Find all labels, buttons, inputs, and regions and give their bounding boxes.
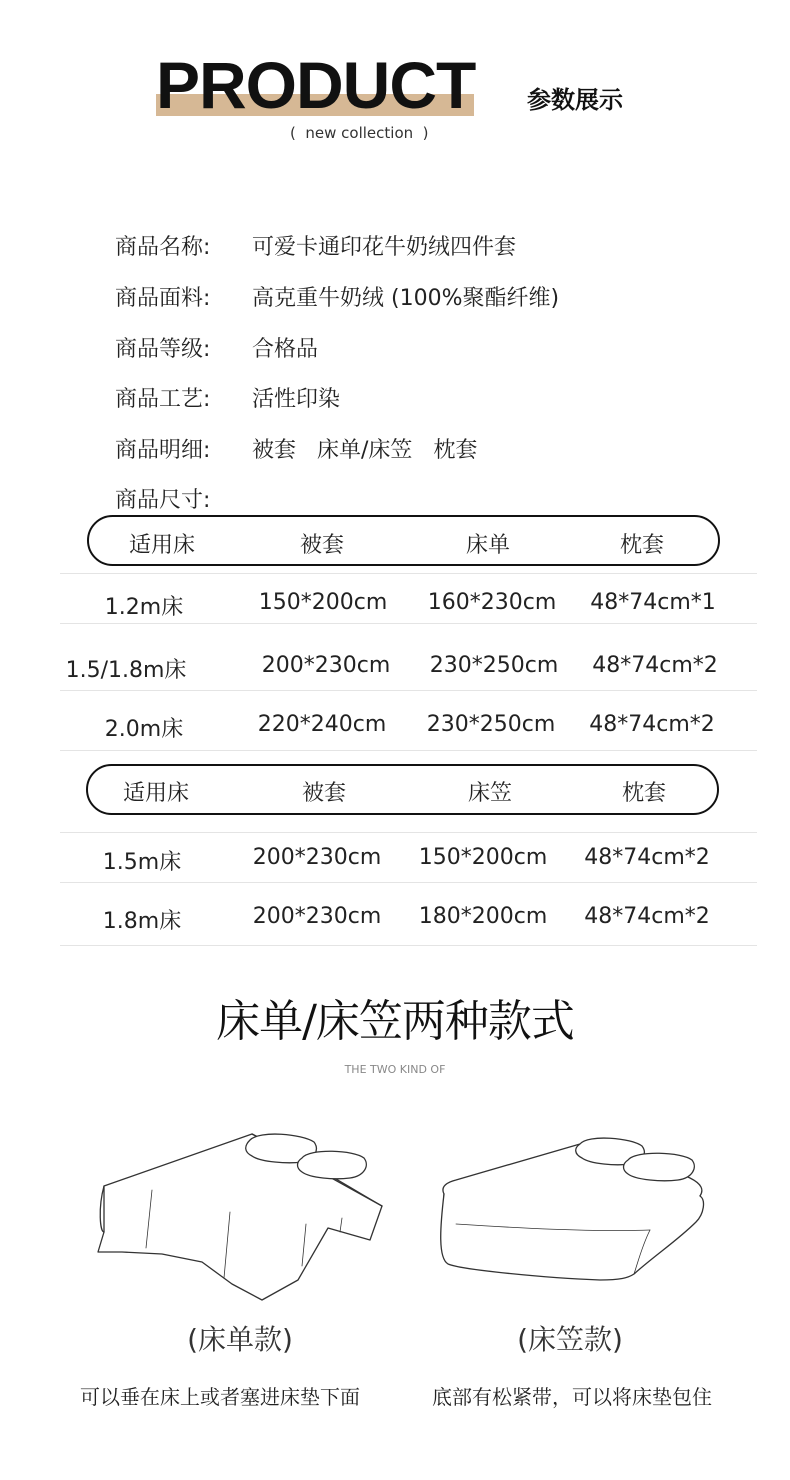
flat-sheet-style-desc: 可以垂在床上或者塞进床垫下面: [80, 1385, 360, 1409]
table2-cell: 1.5m床: [102, 850, 182, 875]
table1-cell: 220*240cm: [257, 712, 387, 737]
page-title: PRODUCT: [156, 48, 476, 122]
table2-cell: 1.8m床: [102, 909, 182, 934]
table-divider: [60, 882, 757, 883]
table-divider: [60, 750, 757, 751]
info-label: 商品名称:: [115, 235, 211, 260]
table1-cell: 230*250cm: [426, 712, 556, 737]
table-divider: [60, 623, 757, 624]
info-row-details: [101, 408, 477, 464]
table1-cell: 48*74cm*2: [592, 653, 718, 678]
table-divider: [60, 832, 757, 833]
table2-cell: 150*200cm: [418, 845, 548, 870]
info-label: 商品等级:: [115, 337, 211, 362]
table2-header-cell: 枕套: [621, 781, 666, 806]
table-divider: [60, 573, 757, 574]
info-label: 商品明细:: [115, 438, 211, 463]
table2-header-cell: 适用床: [122, 781, 189, 806]
fitted-sheet-style-name: (床笠款): [517, 1323, 623, 1356]
table2-cell: 200*230cm: [252, 845, 382, 870]
table1-cell: 150*200cm: [258, 590, 388, 615]
table1-cell: 1.5/1.8m床: [65, 658, 187, 683]
info-value: 合格品: [252, 337, 319, 362]
table1-cell: 200*230cm: [261, 653, 391, 678]
info-row-grade: [101, 307, 318, 363]
fitted-sheet-style-desc: 底部有松紧带，可以将床垫包住: [432, 1385, 712, 1409]
table-divider: [60, 945, 757, 946]
table2-cell: 180*200cm: [418, 904, 548, 929]
info-label: 商品尺寸:: [115, 488, 211, 513]
table2-cell: 48*74cm*2: [584, 904, 710, 929]
info-value: 高克重牛奶绒 (100%聚酯纤维): [252, 286, 560, 311]
info-row-fabric: [101, 256, 559, 312]
table1-cell: 1.2m床: [104, 595, 184, 620]
table1-cell: 2.0m床: [104, 717, 184, 742]
table1-cell: 48*74cm*1: [590, 590, 716, 615]
table2-cell: 48*74cm*2: [584, 845, 710, 870]
table2-header-cell: 被套: [301, 781, 346, 806]
info-row-size: [101, 458, 252, 514]
info-value: 可爱卡通印花牛奶绒四件套: [252, 235, 517, 260]
info-value: 活性印染: [252, 387, 341, 412]
table2-header-cell: 床笠: [467, 781, 512, 806]
flat-sheet-bed-icon: [92, 1128, 392, 1308]
table1-header-cell: 被套: [299, 533, 344, 558]
table1-header-cell: 枕套: [619, 533, 664, 558]
styles-title: 床单/床笠两种款式: [216, 996, 574, 1047]
table1-cell: 230*250cm: [429, 653, 559, 678]
flat-sheet-style-name: (床单款): [187, 1323, 293, 1356]
info-value: 被套 床单/床笠 枕套: [252, 438, 478, 463]
info-row-name: [101, 205, 516, 261]
styles-subtitle: THE TWO KIND OF: [344, 1063, 446, 1076]
table1-cell: 160*230cm: [427, 590, 557, 615]
info-row-process: [101, 357, 340, 413]
collection-tagline: ( new collection ): [290, 124, 429, 142]
table1-header-cell: 床单: [465, 533, 510, 558]
page-subtitle: 参数展示: [527, 86, 623, 114]
table-divider: [60, 690, 757, 691]
table2-cell: 200*230cm: [252, 904, 382, 929]
fitted-sheet-bed-icon: [428, 1130, 718, 1290]
table1-cell: 48*74cm*2: [589, 712, 715, 737]
table1-header-cell: 适用床: [128, 533, 195, 558]
info-label: 商品面料:: [115, 286, 211, 311]
info-label: 商品工艺:: [115, 387, 211, 412]
